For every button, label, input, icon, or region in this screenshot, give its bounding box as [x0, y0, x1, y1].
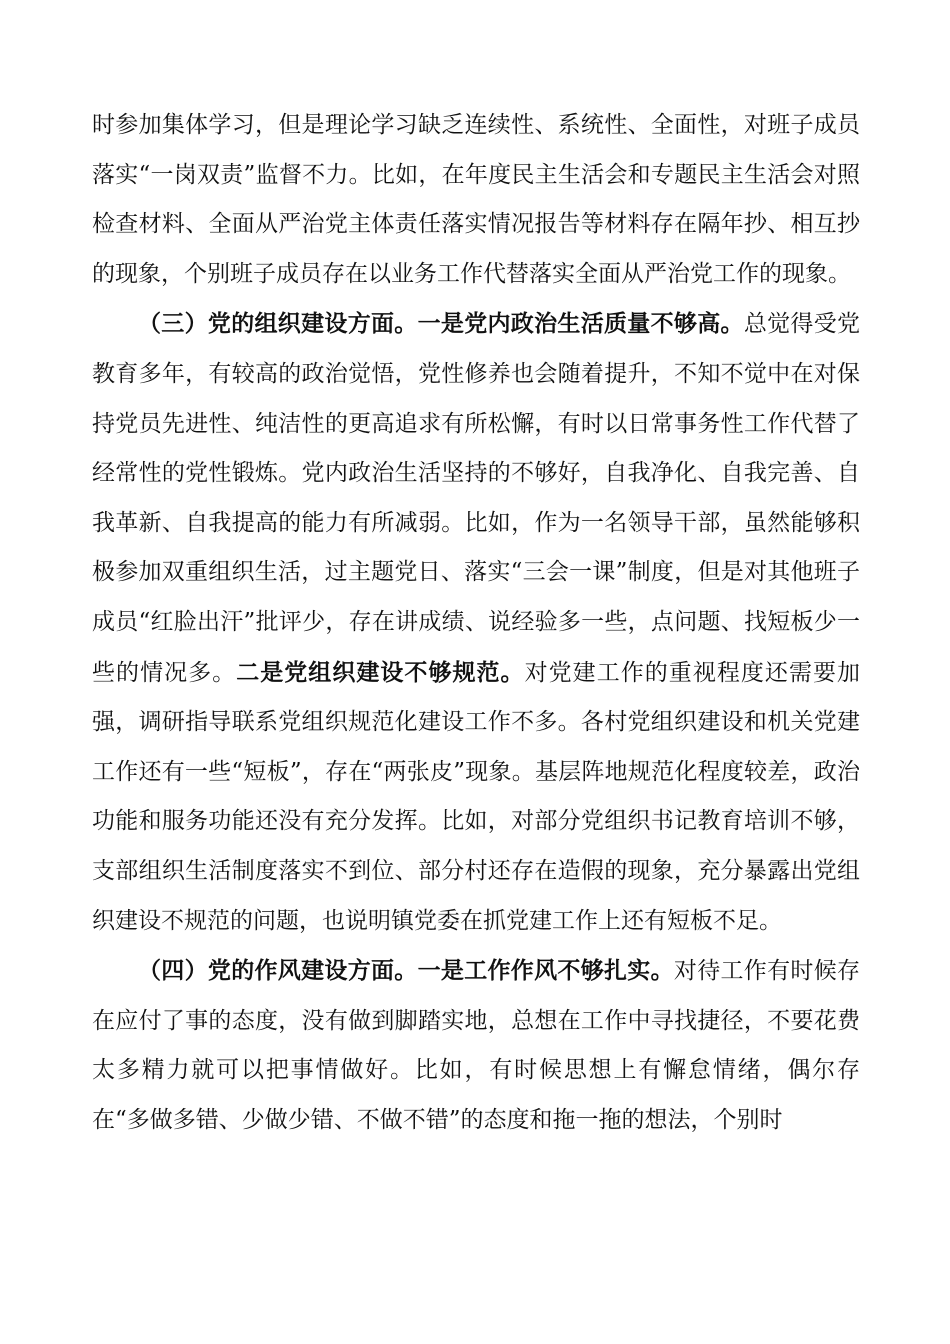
paragraph-3-text: 对待工作有时候存在应付了事的态度，没有做到脚踏实地，总想在工作中寻找捷径，不要花费太多精力就可以把事情做好。比如，有时候思想上有懈怠情绪，偶尔存在“多做多错、少做少错、不做不错”的态度和拖一拖的想法，个别时	[92, 958, 861, 1133]
paragraph-3	[92, 946, 860, 1145]
subheading-organization-standard: 二是党组织建设不够规范。	[236, 658, 525, 686]
document-page	[92, 101, 860, 1145]
paragraph-2-text-a: 总觉得受党教育多年，有较高的政治觉悟，党性修养也会随着提升，不知不觉中在对保持党员先进性、纯洁性的更高追求有所松懈，有时以日常事务性工作代替了经常性的党性锻炼。党内政治生活坚持的不够好，自我净化、自我完善、自我革新、自我提高的能力有所减弱。比如，作为一名领导干部，虽然能够积极参加双重组织生活，过主题党日、落实“三会一课”制度，但是对其他班子成员“红脸出汗”批评少，存在讲成绩、说经验多一些，点问题、找短板少一些的情况多。	[92, 311, 861, 686]
paragraph-1	[92, 101, 860, 299]
paragraph-2	[92, 299, 860, 946]
paragraph-2-text-b: 对党建工作的重视程度还需要加强，调研指导联系党组织规范化建设工作不多。各村党组织建设和机关党建工作还有一些“短板”，存在“两张皮”现象。基层阵地规范化程度较差，政治功能和服务功能还没有充分发挥。比如，对部分党组织书记教育培训不够，支部组织生活制度落实不到位、部分村还存在造假的现象，充分暴露出党组织建设不规范的问题，也说明镇党委在抓党建工作上还有短板不足。	[92, 659, 861, 934]
paragraph-1-text: 时参加集体学习，但是理论学习缺乏连续性、系统性、全面性，对班子成员落实“一岗双责”监督不力。比如，在年度民主生活会和专题民主生活会对照检查材料、全面从严治党主体责任落实情况报告等材料存在隔年抄、相互抄的现象，个别班子成员存在以业务工作代替落实全面从严治党工作的现象。	[92, 112, 860, 287]
section-heading-organization: （三）党的组织建设方面。一是党内政治生活质量不够高。	[138, 310, 744, 338]
section-heading-style: （四）党的作风建设方面。一是工作作风不够扎实。	[138, 957, 674, 985]
